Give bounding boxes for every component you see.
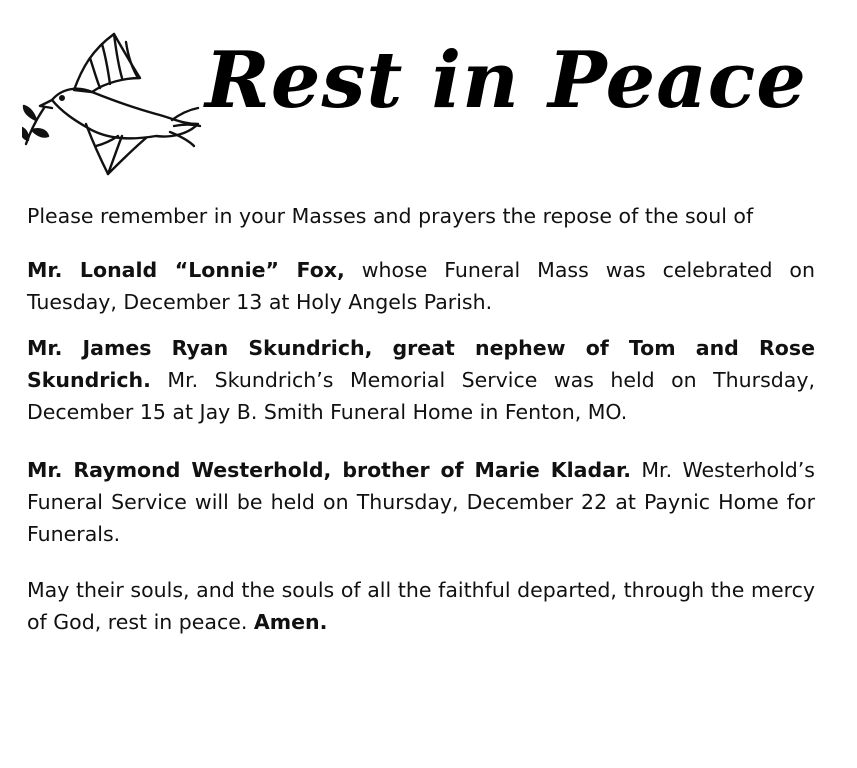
header bbox=[0, 0, 857, 190]
notice-body bbox=[27, 200, 815, 638]
closing-prayer bbox=[27, 574, 815, 638]
service-details: Mr. Skundrich’s Memorial Service was held on Thursday, December 15 at Jay B. Smith Funeral Home in Fenton, MO. bbox=[27, 368, 815, 424]
list-item bbox=[27, 254, 815, 318]
deceased-name: Mr. James Ryan Skundrich, great nephew of Tom and Rose Skundrich. bbox=[27, 336, 815, 392]
intro-text: Please remember in your Masses and prayers the repose of the soul of bbox=[27, 204, 754, 228]
service-details: whose Funeral Mass was celebrated on Tuesday, December 13 at Holy Angels Parish. bbox=[27, 258, 815, 314]
dove-with-olive-branch-icon bbox=[22, 28, 202, 180]
deceased-name: Mr. Raymond Westerhold, brother of Marie Kladar. bbox=[27, 458, 631, 482]
amen-text: Amen. bbox=[253, 610, 328, 634]
closing-text: May their souls, and the souls of all the faithful departed, through the mercy of God, rest in peace. bbox=[27, 578, 815, 634]
service-details: Mr. Westerhold’s Funeral Service will be held on Thursday, December 22 at Paynic Home for Funerals. bbox=[27, 458, 815, 546]
list-item bbox=[27, 454, 815, 550]
deceased-name: Mr. Lonald “Lonnie” Fox, bbox=[27, 258, 345, 282]
page-title: Rest in Peace bbox=[205, 35, 807, 126]
list-item bbox=[27, 332, 815, 428]
